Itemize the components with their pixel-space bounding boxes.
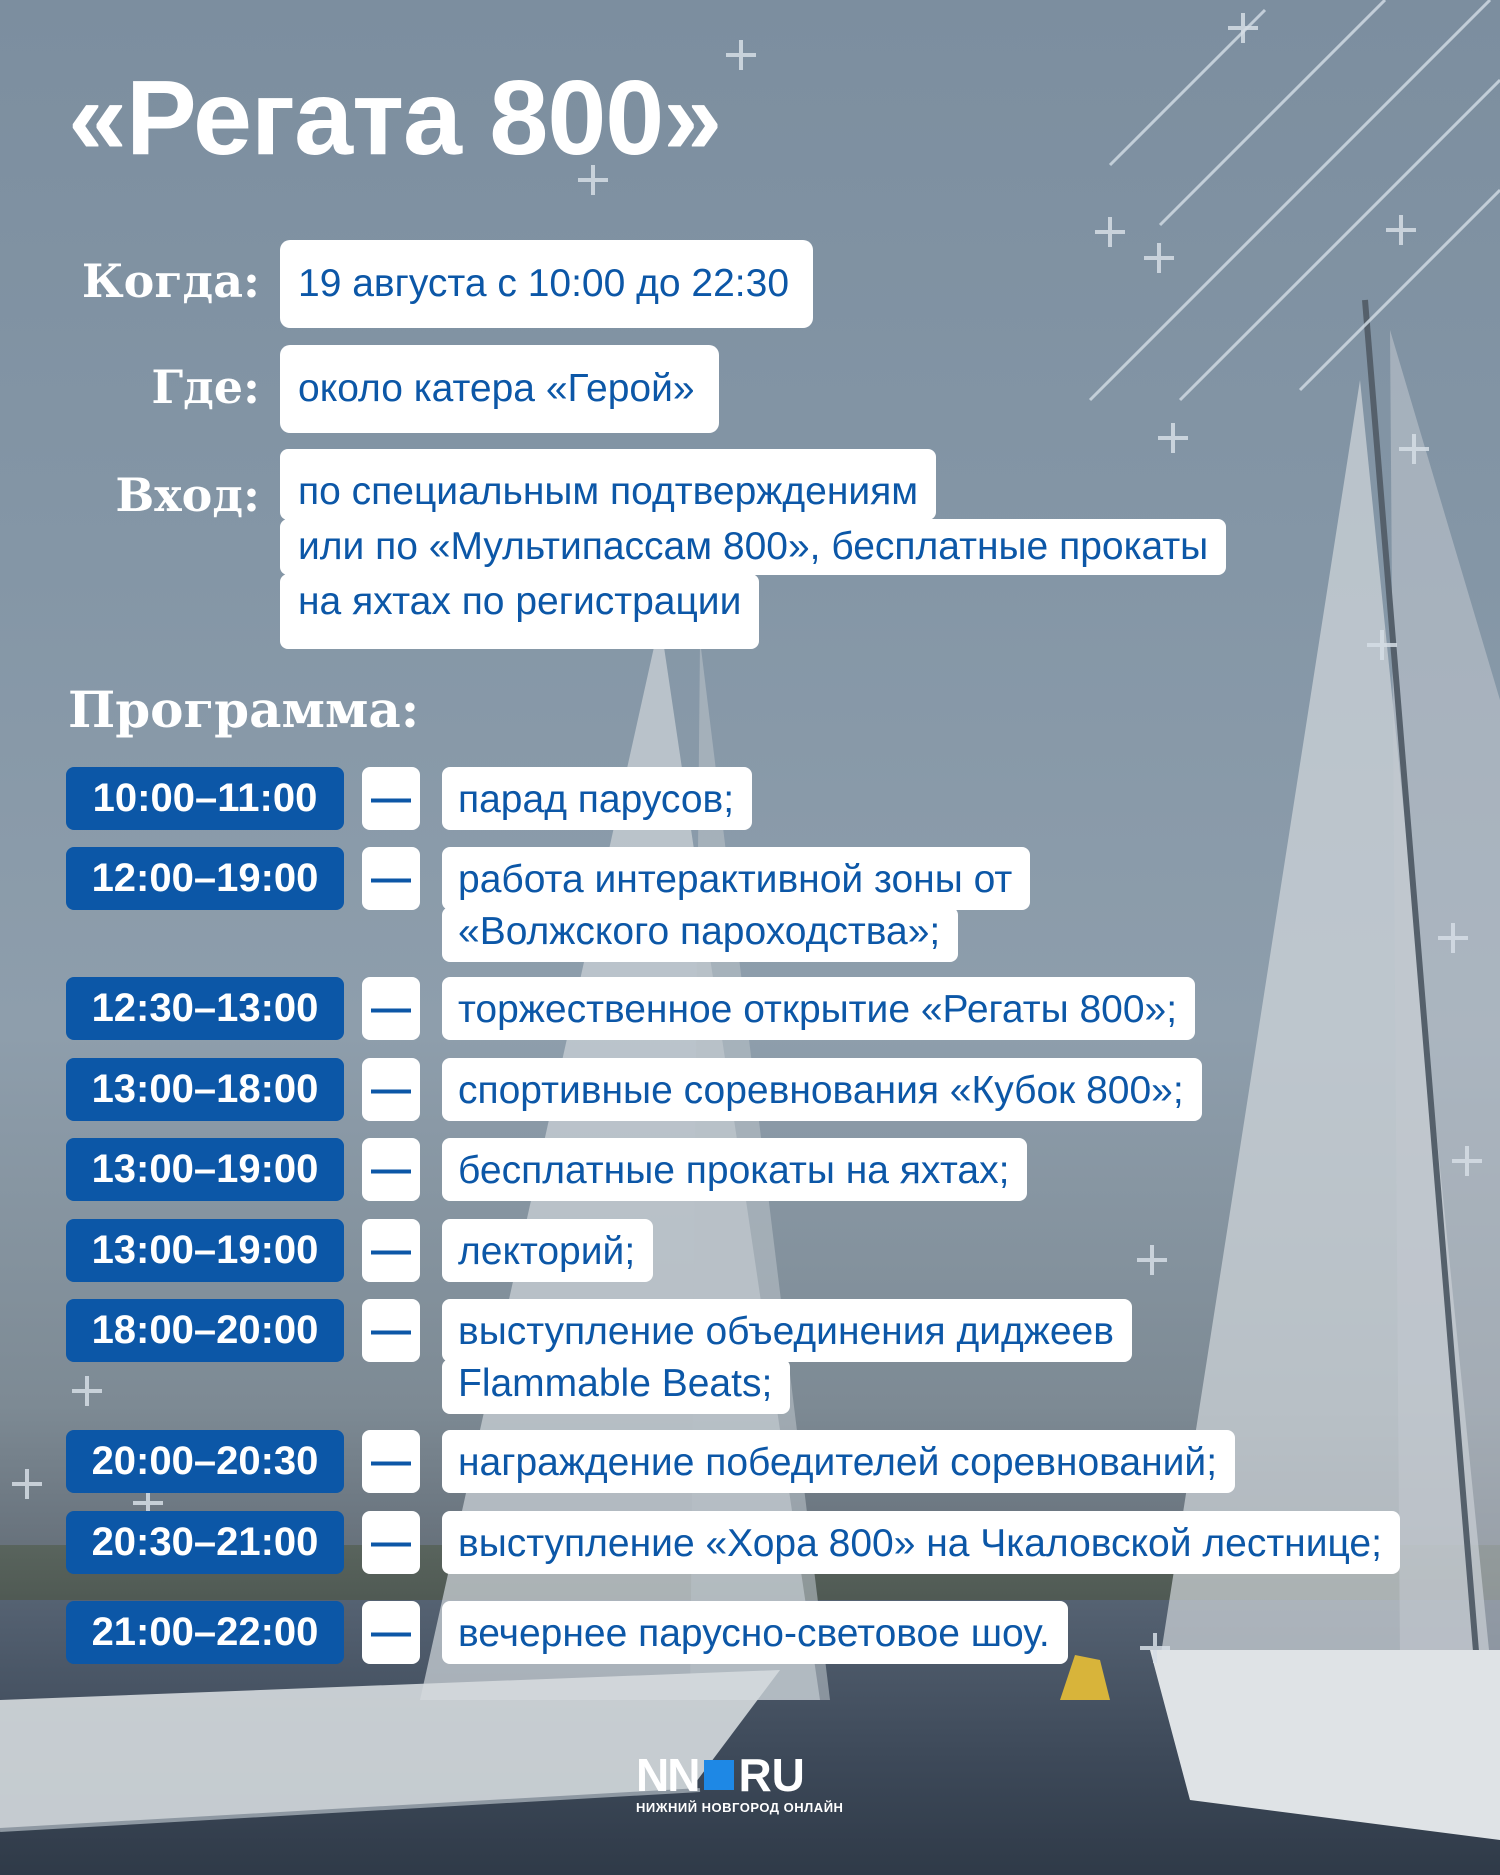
program-dash: —: [362, 1430, 420, 1493]
program-text: лекторий;: [442, 1219, 653, 1282]
program-time: 18:00–20:00: [66, 1299, 344, 1362]
entry-line: по специальным подтверждениям: [280, 449, 936, 520]
program-description: [442, 1601, 1068, 1664]
program-time: 12:00–19:00: [66, 847, 344, 910]
program-dash: —: [362, 1138, 420, 1201]
when-value: 19 августа с 10:00 до 22:30: [280, 240, 813, 328]
program-time: 13:00–19:00: [66, 1138, 344, 1201]
where-value-box: [280, 345, 719, 433]
program-dash: —: [362, 1219, 420, 1282]
logo-nn: NN: [636, 1749, 699, 1801]
program-text: выступление «Хора 800» на Чкаловской лестнице;: [442, 1511, 1400, 1574]
program-text: «Волжского пароходства»;: [442, 907, 958, 962]
program-title: Программа:: [68, 680, 420, 739]
program-description: [442, 1058, 1202, 1121]
where-value: около катера «Герой»: [280, 345, 719, 433]
program-time: 12:30–13:00: [66, 977, 344, 1040]
program-time: 20:00–20:30: [66, 1430, 344, 1493]
nn-ru-logo[interactable]: [636, 1749, 844, 1815]
program-description: [442, 767, 752, 830]
program-text: награждение победителей соревнований;: [442, 1430, 1235, 1493]
page-title: «Регата 800»: [68, 59, 722, 177]
program-text: спортивные соревнования «Кубок 800»;: [442, 1058, 1202, 1121]
program-description: [442, 1299, 1132, 1414]
program-dash: —: [362, 1299, 420, 1362]
program-time: 10:00–11:00: [66, 767, 344, 830]
program-text: торжественное открытие «Регаты 800»;: [442, 977, 1195, 1040]
program-time: 21:00–22:00: [66, 1601, 344, 1664]
logo-mark: [636, 1749, 843, 1801]
program-description: [442, 1430, 1235, 1493]
entry-line: или по «Мультипассам 800», бесплатные прокаты: [280, 519, 1226, 575]
entry-value-box: [280, 450, 1226, 649]
program-text: работа интерактивной зоны от: [442, 847, 1030, 910]
logo-tagline: НИЖНИЙ НОВГОРОД ОНЛАЙН: [636, 1800, 844, 1815]
program-dash: —: [362, 977, 420, 1040]
program-description: [442, 977, 1195, 1040]
entry-line: на яхтах по регистрации: [280, 574, 759, 649]
program-dash: —: [362, 767, 420, 830]
program-text: парад парусов;: [442, 767, 752, 830]
program-description: [442, 847, 1030, 962]
when-label: Когда:: [81, 254, 260, 308]
program-dash: —: [362, 1511, 420, 1574]
program-description: [442, 1138, 1027, 1201]
program-time: 13:00–18:00: [66, 1058, 344, 1121]
logo-ru: RU: [738, 1749, 805, 1801]
program-text: вечернее парусно-световое шоу.: [442, 1601, 1068, 1664]
program-text: Flammable Beats;: [442, 1359, 790, 1414]
program-time: 13:00–19:00: [66, 1219, 344, 1282]
logo-square-icon: [704, 1760, 734, 1790]
program-dash: —: [362, 1601, 420, 1664]
program-text: бесплатные прокаты на яхтах;: [442, 1138, 1027, 1201]
entry-label: Вход:: [115, 468, 260, 522]
when-value-box: [280, 240, 813, 328]
program-description: [442, 1511, 1400, 1574]
where-label: Где:: [151, 360, 260, 414]
program-text: выступление объединения диджеев: [442, 1299, 1132, 1362]
program-description: [442, 1219, 653, 1282]
program-dash: —: [362, 1058, 420, 1121]
program-time: 20:30–21:00: [66, 1511, 344, 1574]
program-dash: —: [362, 847, 420, 910]
